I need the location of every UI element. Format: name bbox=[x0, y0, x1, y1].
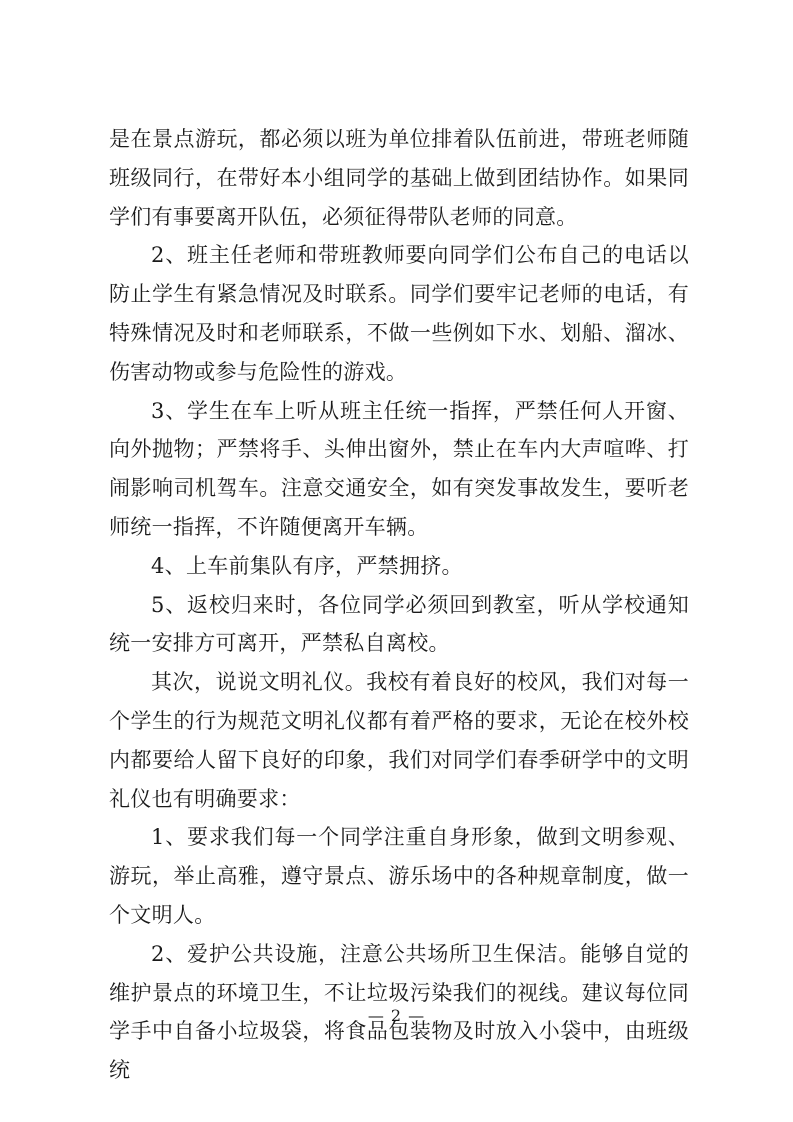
paragraph-continuation: 是在景点游玩，都必须以班为单位排着队伍前进，带班老师随班级同行，在带好本小组同学的基础上做到团结协作。如果同学们有事要离开队伍，必须征得带队老师的同意。 bbox=[109, 127, 689, 229]
paragraph-rule-3: 3、学生在车上听从班主任统一指挥，严禁任何人开窗、向外抛物；严禁将手、头伸出窗外，禁止在车内大声喧哗、打闹影响司机驾车。注意交通安全，如有突发事故发生，要听老师统一指挥，不许随便离开车辆。 bbox=[109, 398, 689, 539]
document-body bbox=[109, 120, 689, 1090]
paragraph-etiquette-1: 1、要求我们每一个同学注重自身形象，做到文明参观、游玩，举止高雅，遵守景点、游乐场中的各种规章制度，做一个文明人。 bbox=[109, 825, 689, 927]
paragraph-rule-5: 5、返校归来时，各位同学必须回到教室，听从学校通知统一安排方可离开，严禁私自离校。 bbox=[109, 592, 689, 656]
paragraph-rule-2: 2、班主任老师和带班教师要向同学们公布自己的电话以防止学生有紧急情况及时联系。同学们要牢记老师的电话，有特殊情况及时和老师联系，不做一些例如下水、划船、溜冰、伤害动物或参与危险性的游戏。 bbox=[109, 243, 689, 384]
paragraph-etiquette-intro: 其次，说说文明礼仪。我校有着良好的校风，我们对每一个学生的行为规范文明礼仪都有着严格的要求，无论在校外校内都要给人留下良好的印象，我们对同学们春季研学中的文明礼仪也有明确要求： bbox=[109, 670, 689, 811]
paragraph-etiquette-2: 2、爱护公共设施，注意公共场所卫生保洁。能够自觉的维护景点的环境卫生，不让垃圾污染我们的视线。建议每位同学手中自备小垃圾袋，将食品包装物及时放入小袋中，由班级统 bbox=[109, 941, 689, 1083]
paragraph-rule-4: 4、上车前集队有序，严禁拥挤。 bbox=[151, 553, 463, 578]
page-number: — 2 — bbox=[367, 1006, 426, 1025]
